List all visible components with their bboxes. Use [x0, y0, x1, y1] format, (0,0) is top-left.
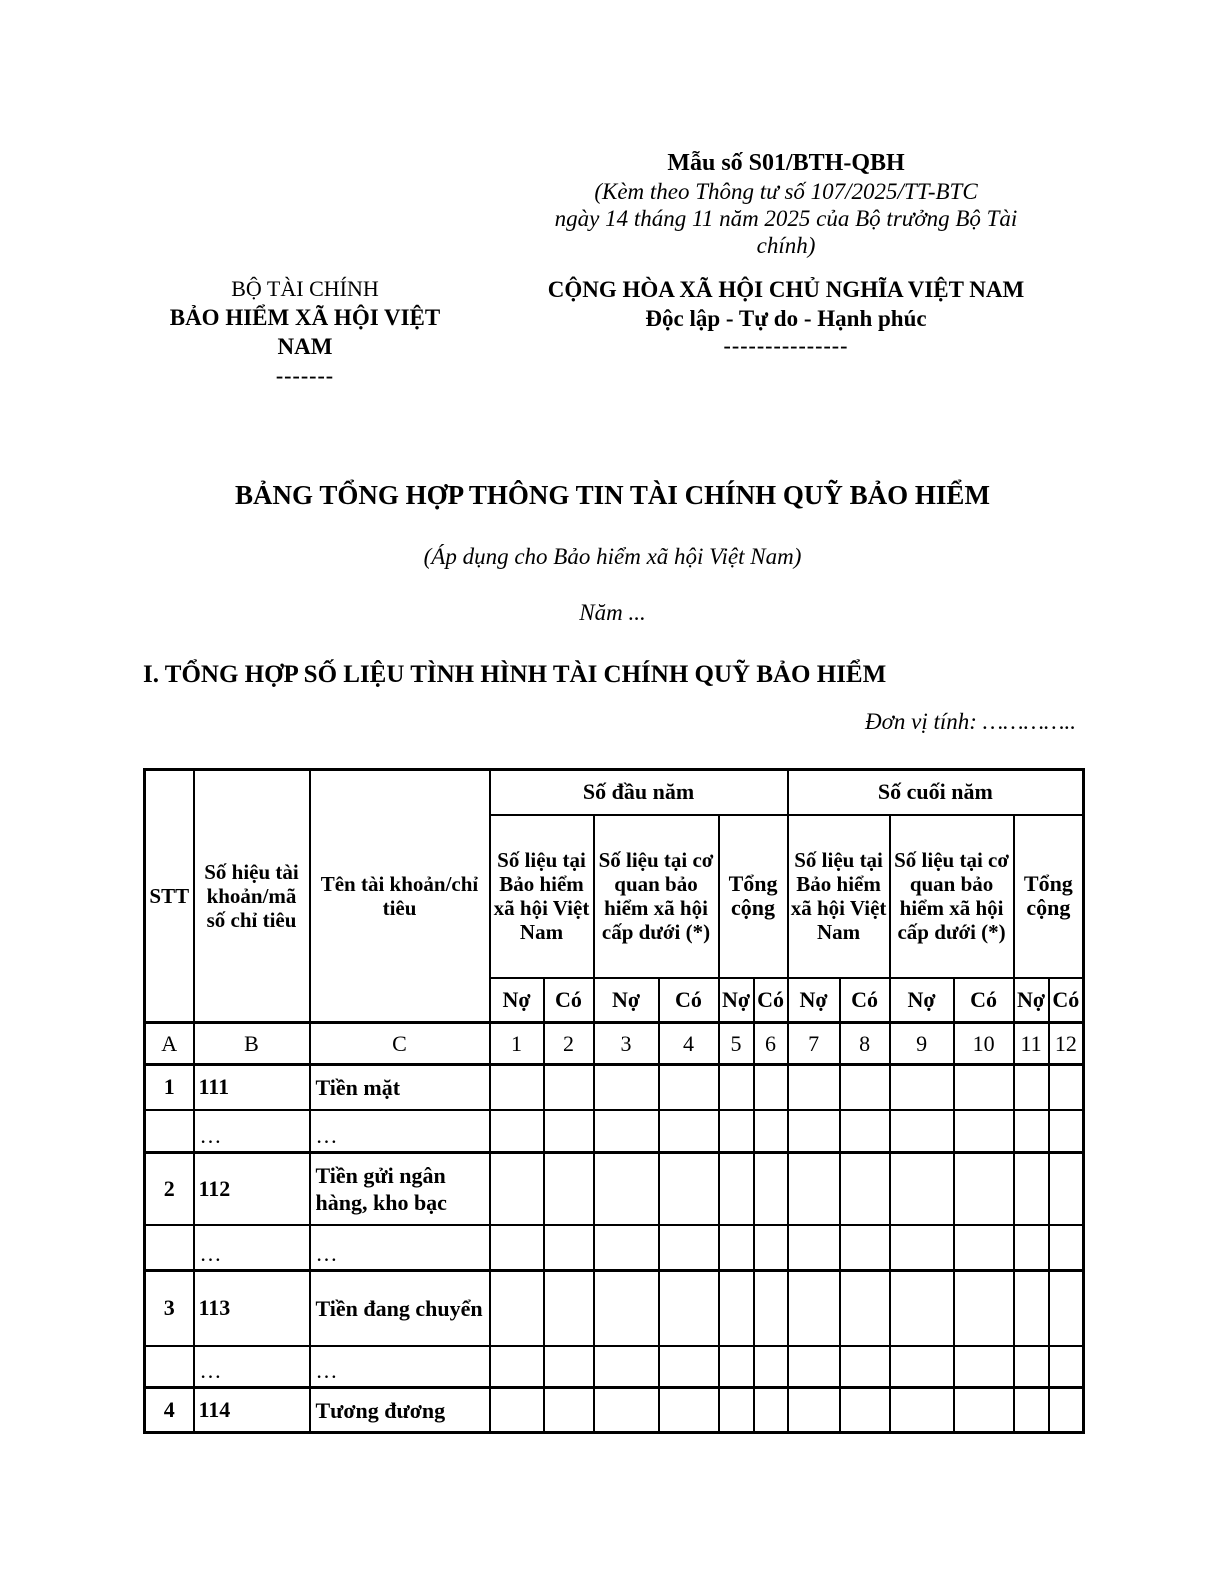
value-cell [544, 1153, 594, 1225]
col-header-credit: Có [754, 978, 788, 1023]
table-row [145, 1065, 1084, 1110]
issuer-divider: ------- [275, 363, 335, 388]
value-cell [1014, 1225, 1049, 1271]
account-code-cell: 114 [194, 1388, 310, 1433]
col-header-account-code: Số hiệu tài khoản/mã số chỉ tiêu [194, 770, 310, 1023]
national-motto: Độc lập - Tự do - Hạnh phúc [645, 306, 927, 331]
document-title: BẢNG TỔNG HỢP THÔNG TIN TÀI CHÍNH QUỸ BẢO HIỂM [235, 480, 990, 510]
header-group-row [145, 770, 1084, 815]
table-row [145, 1153, 1084, 1225]
column-code-cell: 2 [544, 1023, 594, 1065]
national-divider: --------------- [723, 333, 849, 358]
col-header-end-total: Tổng cộng [1014, 815, 1084, 978]
unit-label: Đơn vị tính: ………….. [865, 709, 1076, 734]
value-cell [754, 1388, 788, 1433]
column-code-cell: B [194, 1023, 310, 1065]
col-header-end-at-vss: Số liệu tại Bảo hiểm xã hội Việt Nam [788, 815, 890, 978]
column-code-cell: 3 [594, 1023, 659, 1065]
value-cell [840, 1153, 890, 1225]
value-cell [754, 1346, 788, 1388]
value-cell [1049, 1271, 1084, 1346]
column-code-cell: 6 [754, 1023, 788, 1065]
value-cell [1014, 1346, 1049, 1388]
table-row [145, 1346, 1084, 1388]
col-header-debit: Nợ [788, 978, 840, 1023]
col-header-credit: Có [659, 978, 719, 1023]
value-cell [490, 1346, 544, 1388]
value-cell [1014, 1388, 1049, 1433]
stt-cell: 2 [145, 1153, 194, 1225]
form-code-block [490, 148, 1082, 259]
col-header-credit: Có [840, 978, 890, 1023]
value-cell [754, 1225, 788, 1271]
value-cell [594, 1388, 659, 1433]
account-code-cell: 111 [194, 1065, 310, 1110]
account-name-cell: Tiền gửi ngân hàng, kho bạc [310, 1153, 490, 1225]
stt-cell [145, 1346, 194, 1388]
value-cell [490, 1153, 544, 1225]
value-cell [544, 1271, 594, 1346]
value-cell [544, 1346, 594, 1388]
column-code-row [145, 1023, 1084, 1065]
value-cell [840, 1110, 890, 1153]
value-cell [1014, 1153, 1049, 1225]
value-cell [1014, 1065, 1049, 1110]
value-cell [788, 1153, 840, 1225]
value-cell [954, 1065, 1014, 1110]
value-cell [659, 1388, 719, 1433]
value-cell [1049, 1110, 1084, 1153]
value-cell [954, 1153, 1014, 1225]
value-cell [1014, 1110, 1049, 1153]
col-header-debit: Nợ [719, 978, 754, 1023]
column-code-cell: 1 [490, 1023, 544, 1065]
value-cell [890, 1346, 954, 1388]
column-code-cell: C [310, 1023, 490, 1065]
value-cell [954, 1110, 1014, 1153]
column-code-cell: 12 [1049, 1023, 1084, 1065]
value-cell [594, 1065, 659, 1110]
document-subtitle: (Áp dụng cho Bảo hiểm xã hội Việt Nam) [423, 544, 802, 569]
col-header-begin-at-lower: Số liệu tại cơ quan bảo hiểm xã hội cấp dưới (*) [594, 815, 719, 978]
value-cell [490, 1225, 544, 1271]
value-cell [490, 1271, 544, 1346]
value-cell [788, 1065, 840, 1110]
stt-cell: 4 [145, 1388, 194, 1433]
value-cell [788, 1271, 840, 1346]
value-cell [659, 1225, 719, 1271]
column-code-cell: 8 [840, 1023, 890, 1065]
issuer-block [160, 275, 450, 391]
col-header-credit: Có [544, 978, 594, 1023]
document-content [143, 0, 1082, 1434]
value-cell [840, 1346, 890, 1388]
value-cell [1049, 1346, 1084, 1388]
value-cell [754, 1065, 788, 1110]
value-cell [954, 1388, 1014, 1433]
value-cell [1049, 1225, 1084, 1271]
table-row [145, 1388, 1084, 1433]
value-cell [594, 1271, 659, 1346]
value-cell [788, 1110, 840, 1153]
col-header-stt: STT [145, 770, 194, 1023]
form-code: Mẫu số S01/BTH-QBH [667, 150, 905, 176]
value-cell [890, 1388, 954, 1433]
national-block [490, 275, 1082, 391]
col-header-begin-total: Tổng cộng [719, 815, 788, 978]
value-cell [788, 1225, 840, 1271]
stt-cell: 1 [145, 1065, 194, 1110]
form-note [490, 178, 1082, 259]
value-cell [719, 1271, 754, 1346]
section-heading: I. TỔNG HỢP SỐ LIỆU TÌNH HÌNH TÀI CHÍNH QUỸ BẢO HIỂM [143, 661, 887, 688]
value-cell [954, 1271, 1014, 1346]
value-cell [890, 1153, 954, 1225]
col-header-debit: Nợ [490, 978, 544, 1023]
account-code-cell: 112 [194, 1153, 310, 1225]
org-header-row [143, 275, 1082, 391]
value-cell [890, 1271, 954, 1346]
col-header-credit: Có [954, 978, 1014, 1023]
year-line: Năm ... [579, 600, 646, 625]
value-cell [840, 1225, 890, 1271]
account-name-cell: Tương đương [310, 1388, 490, 1433]
value-cell [954, 1225, 1014, 1271]
account-name-cell: Tiền mặt [310, 1065, 490, 1110]
column-code-cell: 7 [788, 1023, 840, 1065]
national-country: CỘNG HÒA XÃ HỘI CHỦ NGHĨA VIỆT NAM [547, 277, 1025, 302]
value-cell [594, 1110, 659, 1153]
stt-cell [145, 1225, 194, 1271]
value-cell [719, 1346, 754, 1388]
value-cell [840, 1065, 890, 1110]
col-group-end-year: Số cuối năm [788, 770, 1084, 815]
value-cell [544, 1388, 594, 1433]
column-code-cell: 11 [1014, 1023, 1049, 1065]
col-header-end-at-lower: Số liệu tại cơ quan bảo hiểm xã hội cấp dưới (*) [890, 815, 1014, 978]
value-cell [659, 1065, 719, 1110]
value-cell [890, 1110, 954, 1153]
value-cell [659, 1110, 719, 1153]
value-cell [594, 1225, 659, 1271]
col-header-debit: Nợ [890, 978, 954, 1023]
value-cell [954, 1346, 1014, 1388]
col-header-begin-at-vss: Số liệu tại Bảo hiểm xã hội Việt Nam [490, 815, 594, 978]
value-cell [754, 1271, 788, 1346]
account-code-cell: … [194, 1110, 310, 1153]
form-note-line: (Kèm theo Thông tư số 107/2025/TT-BTC [594, 179, 978, 204]
value-cell [659, 1346, 719, 1388]
account-code-cell: … [194, 1346, 310, 1388]
value-cell [840, 1388, 890, 1433]
value-cell [544, 1225, 594, 1271]
column-code-cell: A [145, 1023, 194, 1065]
account-code-cell: … [194, 1225, 310, 1271]
account-name-cell: … [310, 1110, 490, 1153]
table-row [145, 1110, 1084, 1153]
column-code-cell: 9 [890, 1023, 954, 1065]
value-cell [890, 1065, 954, 1110]
value-cell [594, 1153, 659, 1225]
issuer-ministry: BỘ TÀI CHÍNH [231, 276, 379, 301]
table-row [145, 1225, 1084, 1271]
col-header-debit: Nợ [594, 978, 659, 1023]
value-cell [544, 1110, 594, 1153]
value-cell [754, 1110, 788, 1153]
value-cell [1049, 1065, 1084, 1110]
value-cell [719, 1388, 754, 1433]
value-cell [890, 1225, 954, 1271]
column-code-cell: 5 [719, 1023, 754, 1065]
account-code-cell: 113 [194, 1271, 310, 1346]
stt-cell [145, 1110, 194, 1153]
value-cell [490, 1388, 544, 1433]
value-cell [659, 1271, 719, 1346]
column-code-cell: 10 [954, 1023, 1014, 1065]
value-cell [544, 1065, 594, 1110]
value-cell [659, 1153, 719, 1225]
issuer-agency: BẢO HIỂM XÃ HỘI VIỆT NAM [169, 305, 441, 359]
value-cell [719, 1065, 754, 1110]
value-cell [1049, 1153, 1084, 1225]
col-header-debit: Nợ [1014, 978, 1049, 1023]
value-cell [594, 1346, 659, 1388]
stt-cell: 3 [145, 1271, 194, 1346]
account-name-cell: … [310, 1225, 490, 1271]
value-cell [490, 1065, 544, 1110]
table-row [145, 1271, 1084, 1346]
value-cell [1049, 1388, 1084, 1433]
value-cell [719, 1225, 754, 1271]
value-cell [754, 1153, 788, 1225]
column-code-cell: 4 [659, 1023, 719, 1065]
col-header-account-name: Tên tài khoản/chỉ tiêu [310, 770, 490, 1023]
value-cell [840, 1271, 890, 1346]
value-cell [1014, 1271, 1049, 1346]
summary-table [143, 768, 1085, 1434]
form-note-line: chính) [756, 233, 816, 258]
value-cell [788, 1388, 840, 1433]
value-cell [490, 1110, 544, 1153]
value-cell [719, 1153, 754, 1225]
form-note-line: ngày 14 tháng 11 năm 2025 của Bộ trưởng Bộ Tài [554, 206, 1018, 231]
value-cell [719, 1110, 754, 1153]
col-group-begin-year: Số đầu năm [490, 770, 788, 815]
account-name-cell: Tiền đang chuyển [310, 1271, 490, 1346]
account-name-cell: … [310, 1346, 490, 1388]
col-header-credit: Có [1049, 978, 1084, 1023]
value-cell [788, 1346, 840, 1388]
